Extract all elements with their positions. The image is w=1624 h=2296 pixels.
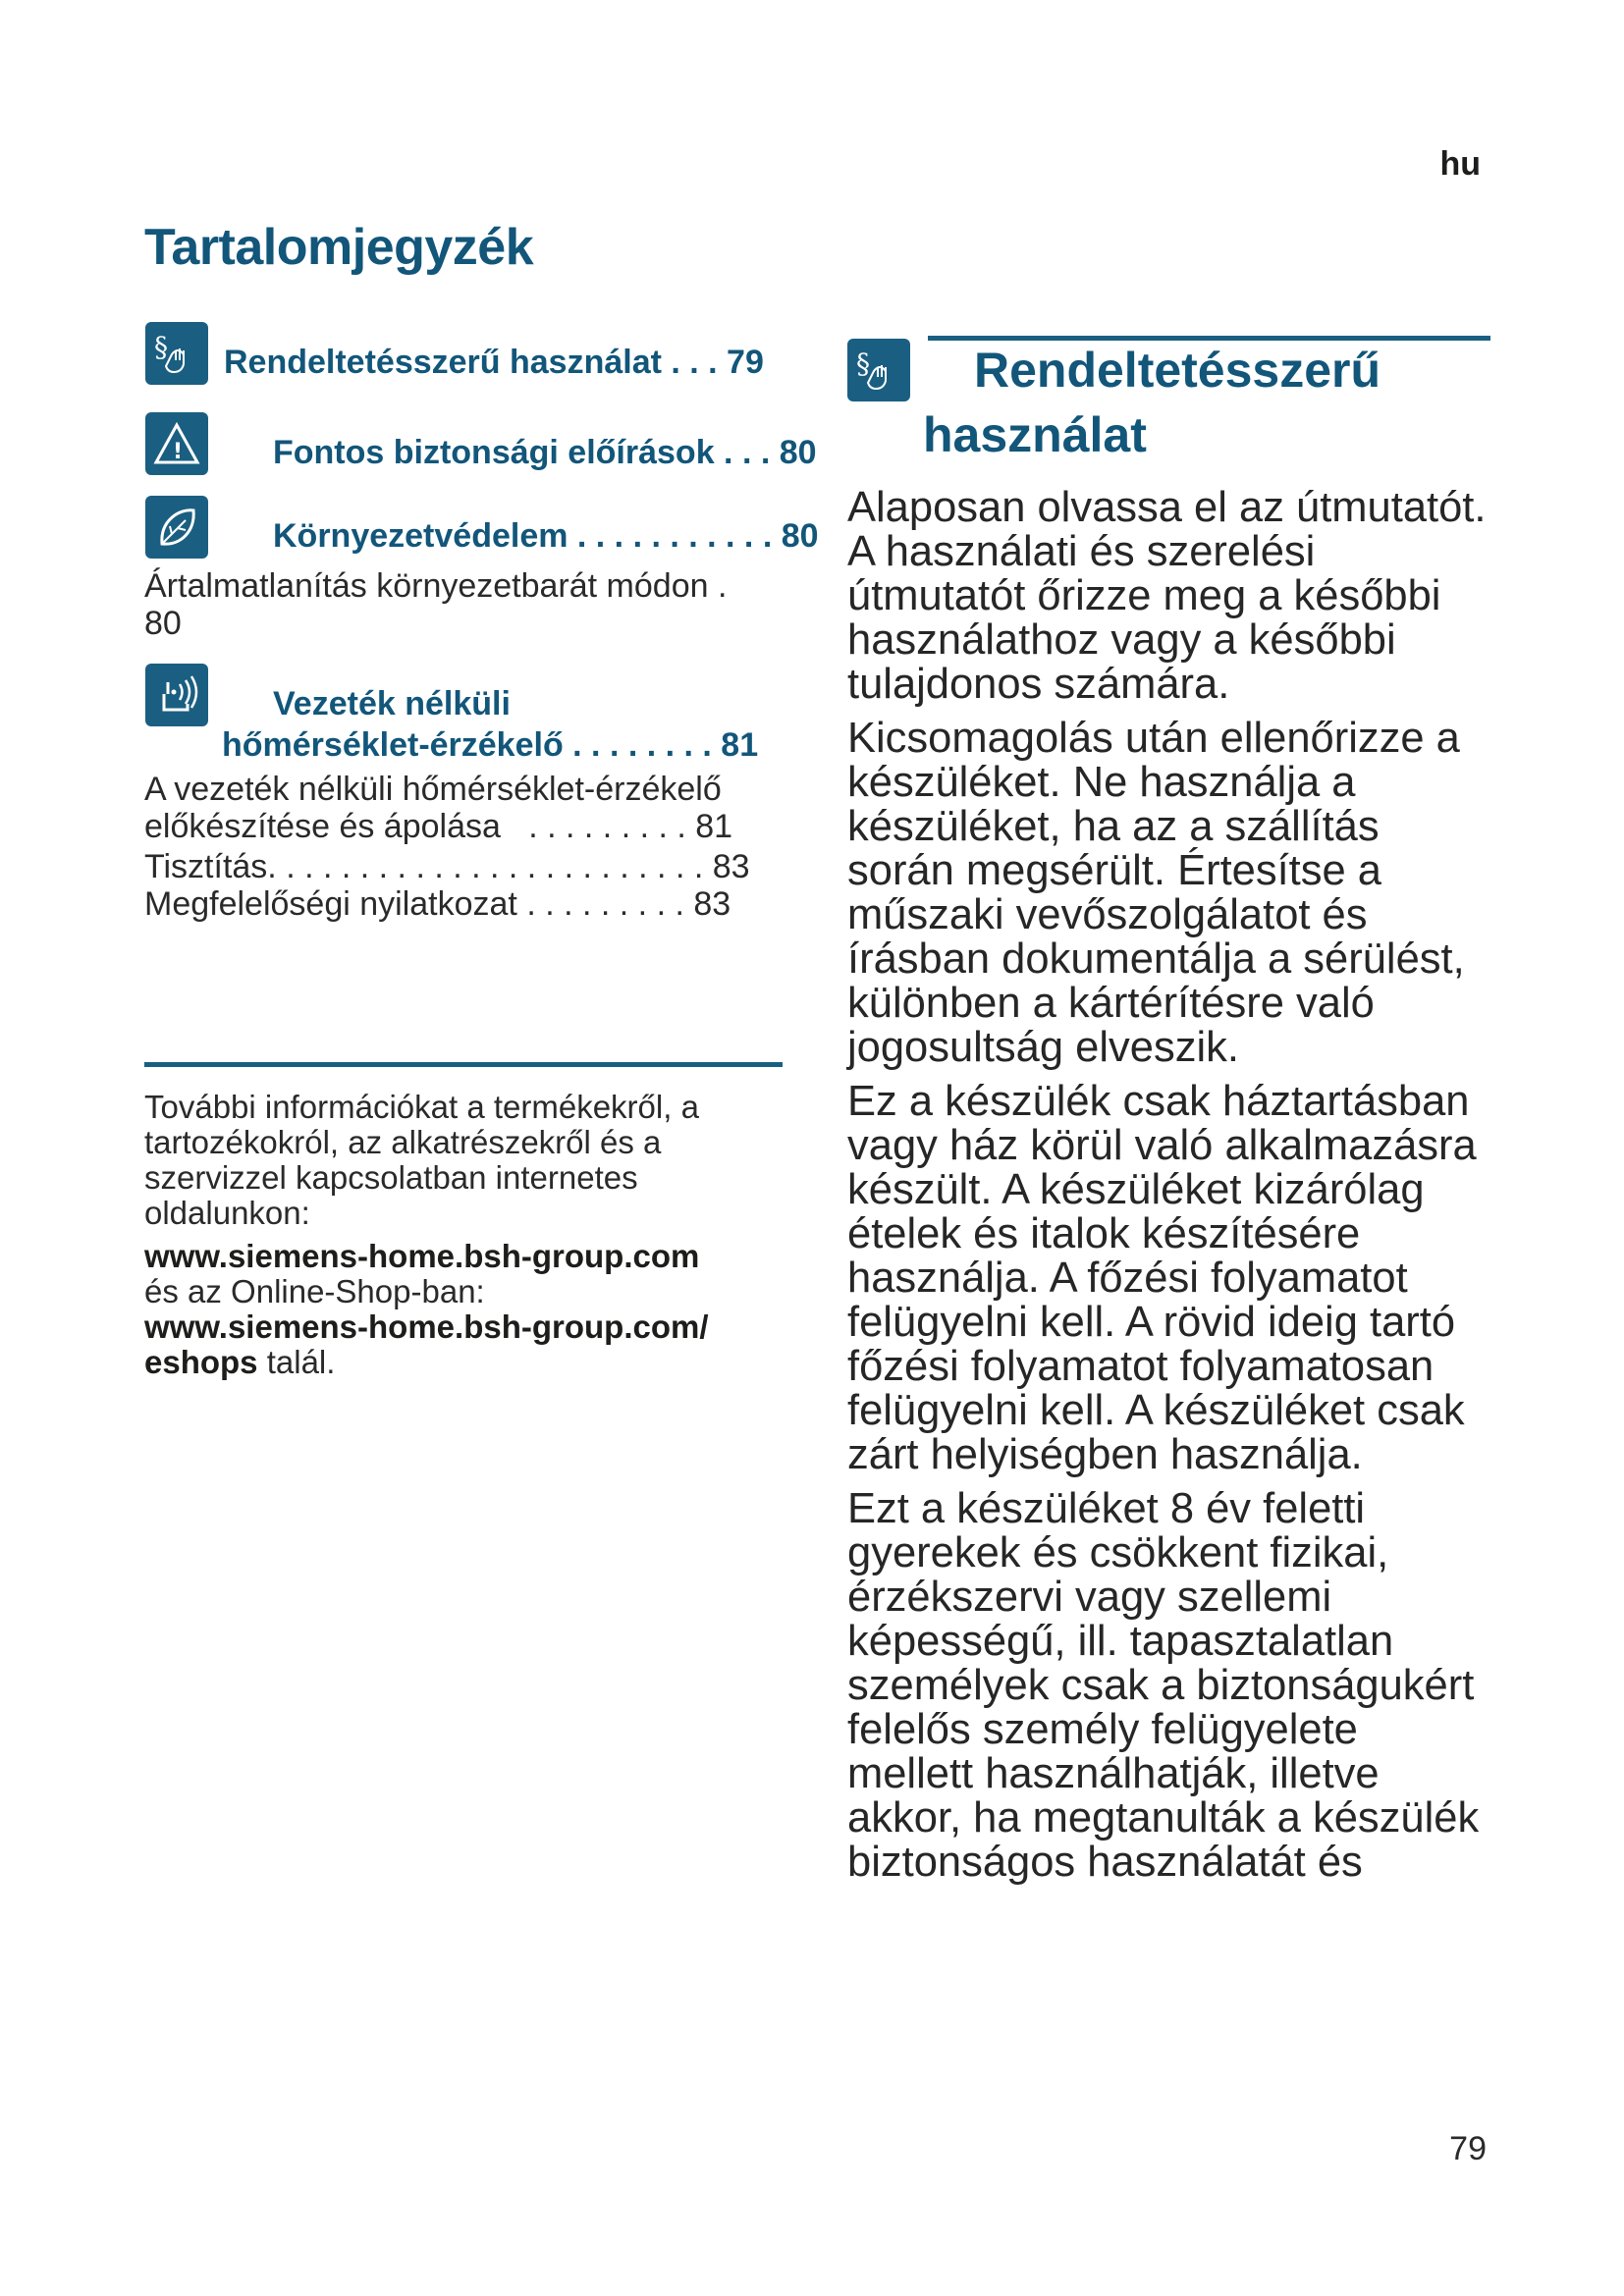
- language-code: hu: [1439, 145, 1481, 183]
- info-text: talál.: [257, 1344, 336, 1380]
- paragraph: Ezt a készüléket 8 év feletti gyerekek és csökkent fizikai, érzékszervi vagy szellemi képességű, ill. tapasztalatlan személyek csak a biztonságukért felelős személy felügyelete mellett használhatják, illetve akkor, ha megtanulták a készülék biztonságos használatát és: [847, 1485, 1480, 1886]
- info-text: További információkat a termékekről, a tartozékokról, az alkatrészekről és a szervizzel kapcsolatban internetes oldalunkon:: [144, 1089, 699, 1231]
- toc-title: Tartalomjegyzék: [144, 219, 534, 276]
- info-block: [144, 1090, 783, 1380]
- toc-entry-intended-use[interactable]: Rendeltetésszerű használat . . . 79: [224, 344, 764, 381]
- warning-triangle-icon: [145, 412, 208, 475]
- divider: [144, 1062, 783, 1067]
- section-title-line2: használat: [923, 407, 1147, 462]
- paragraph: Ez a készülék csak háztartásban vagy ház körül való alkalmazásra készült. A készüléket kizárólag ételek és italok készítésére használja. A főzési folyamatot felügyelni kell. A rövid ideig tartó főzési folyamatot folyamatosan felügyelni kell. A készüléket csak zárt helyiségben használja.: [847, 1078, 1477, 1478]
- info-text: és az Online-Shop-ban:: [144, 1273, 485, 1309]
- shop-link[interactable]: www.siemens-home.bsh-group.com/: [144, 1308, 709, 1345]
- paragraph: Alaposan olvassa el az útmutatót. A használati és szerelési útmutatót őrizze meg a későbbi használathoz vagy a későbbi tulajdonos számára.: [847, 484, 1487, 708]
- toc-subentry[interactable]: A vezeték nélküli hőmérséklet-érzékelő: [144, 771, 722, 808]
- svg-text:§: §: [154, 331, 168, 363]
- leaf-icon: [145, 496, 208, 559]
- paragraph-hand-icon: [847, 339, 910, 401]
- toc-entry-environment[interactable]: Környezetvédelem . . . . . . . . . . . 80: [273, 517, 819, 555]
- section-title-line1: Rendeltetésszerű: [974, 343, 1381, 398]
- wireless-sensor-icon: [145, 664, 208, 726]
- website-link[interactable]: www.siemens-home.bsh-group.com: [144, 1238, 700, 1274]
- toc-subentry[interactable]: Ártalmatlanítás környezetbarát módon .: [144, 567, 728, 605]
- toc-subentry[interactable]: Tisztítás. . . . . . . . . . . . . . . . . . . . . . . . 83: [144, 848, 750, 885]
- section-divider: [928, 336, 1490, 341]
- section-body: [847, 486, 1495, 1895]
- paragraph-hand-icon: [145, 322, 208, 385]
- page-number: 79: [1449, 2130, 1487, 2167]
- toc-entry-sensor-line2[interactable]: hőmérséklet-érzékelő . . . . . . . . 81: [222, 726, 759, 764]
- svg-text:§: §: [856, 347, 870, 380]
- svg-text:!: !: [173, 440, 184, 464]
- shop-link[interactable]: eshops: [144, 1344, 258, 1380]
- toc-entry-sensor-line1[interactable]: Vezeték nélküli: [273, 685, 511, 722]
- toc-subentry[interactable]: Megfelelőségi nyilatkozat . . . . . . . . . 83: [144, 885, 731, 923]
- toc-entry-safety[interactable]: Fontos biztonsági előírások . . . 80: [273, 434, 817, 471]
- paragraph: Kicsomagolás után ellenőrizze a készüléket. Ne használja a készüléket, ha az a szállítás során megsérült. Értesítse a műszaki vevőszolgálatot és írásban dokumentálja a sérülést, különben a kártérítésre való jogosultság elveszik.: [847, 715, 1465, 1071]
- toc-subentry-page: 80: [144, 605, 182, 642]
- toc-subentry[interactable]: előkészítése és ápolása . . . . . . . . . 81: [144, 808, 733, 845]
